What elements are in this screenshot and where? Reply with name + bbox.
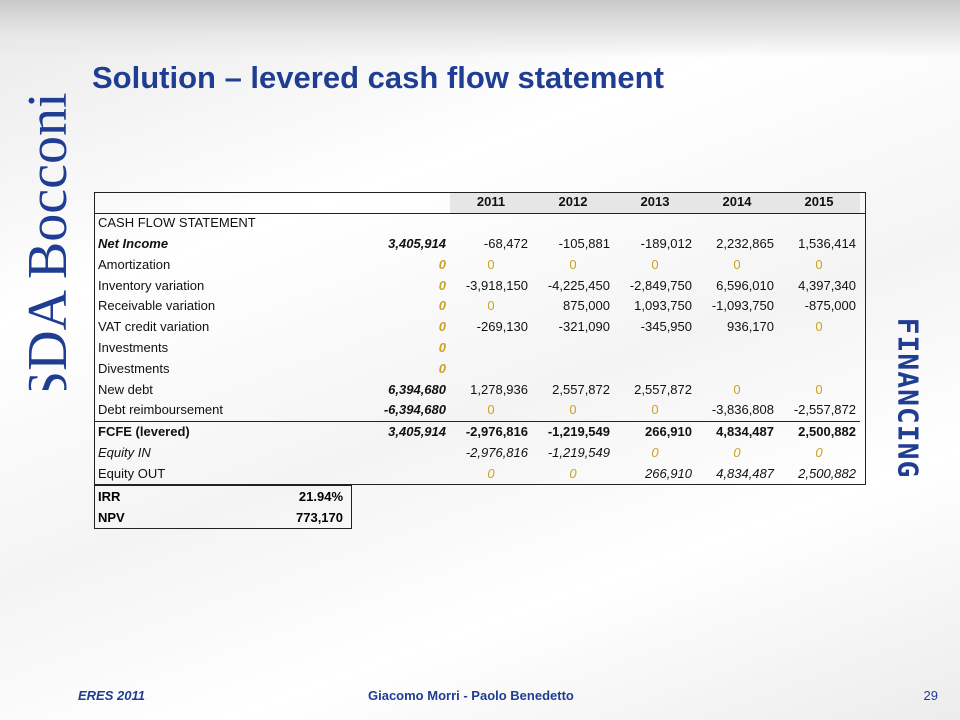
irr-row xyxy=(95,486,351,507)
header-divider xyxy=(94,213,866,214)
row-label: Divestments xyxy=(98,360,170,376)
cell-value: 1,278,936 xyxy=(470,381,528,397)
row-label: New debt xyxy=(98,381,153,397)
cell-value: 0 xyxy=(651,444,659,460)
row-label: Equity IN xyxy=(98,444,151,460)
irr-npv-box xyxy=(94,485,352,529)
table-row xyxy=(94,443,860,464)
cell-value: 2,500,882 xyxy=(798,465,856,481)
year-header-row xyxy=(94,192,860,213)
cell-value: 0 xyxy=(815,381,823,397)
row-label: Inventory variation xyxy=(98,277,205,293)
cell-value: 0 xyxy=(487,465,495,481)
cell-value: -189,012 xyxy=(640,235,692,251)
cell-value: 1,536,414 xyxy=(798,235,856,251)
year-header: 2013 xyxy=(614,192,696,213)
cell-value: 2,557,872 xyxy=(634,381,692,397)
cell-value: 0 xyxy=(733,256,741,272)
row-label: Debt reimboursement xyxy=(98,402,223,418)
base-value: 0 xyxy=(438,319,446,335)
cell-value: 266,910 xyxy=(645,465,692,481)
financing-label xyxy=(868,288,948,508)
base-value: 0 xyxy=(438,339,446,355)
table-row xyxy=(94,275,860,296)
row-label: VAT credit variation xyxy=(98,319,210,335)
cell-value: 0 xyxy=(487,402,495,418)
slide-footer xyxy=(0,686,960,710)
cell-value: 4,397,340 xyxy=(798,277,856,293)
cell-value: -4,225,450 xyxy=(547,277,610,293)
cell-value: 2,500,882 xyxy=(778,421,860,442)
cell-value: -1,219,549 xyxy=(547,444,610,460)
cell-value: 6,596,010 xyxy=(716,277,774,293)
cell-value: -1,219,549 xyxy=(532,421,614,442)
table-row xyxy=(94,463,860,484)
cell-value: -345,950 xyxy=(640,319,692,335)
cell-value: -1,093,750 xyxy=(711,298,774,314)
cell-value: -2,976,816 xyxy=(450,421,532,442)
cell-value: 0 xyxy=(733,381,741,397)
cell-value: 875,000 xyxy=(563,298,610,314)
cell-value: 0 xyxy=(815,256,823,272)
cell-value: 0 xyxy=(487,256,495,272)
cell-value: -321,090 xyxy=(558,319,610,335)
cell-value: 0 xyxy=(569,465,577,481)
irr-value: 21.94% xyxy=(298,489,343,504)
logo-graphic xyxy=(0,30,80,390)
cell-value: 4,834,487 xyxy=(716,465,774,481)
year-header: 2015 xyxy=(778,192,860,213)
row-label: Net Income xyxy=(98,235,169,251)
cell-value: 0 xyxy=(815,444,823,460)
footer-authors: Giacomo Morri - Paolo Benedetto xyxy=(368,688,574,703)
page-number: 29 xyxy=(923,688,938,703)
base-value: 0 xyxy=(438,360,446,376)
irr-label: IRR xyxy=(98,489,121,504)
cell-value: -68,472 xyxy=(483,235,528,251)
section-title: CASH FLOW STATEMENT xyxy=(98,215,256,231)
logo-text: SDA Bocconi xyxy=(17,92,79,390)
row-label: Equity OUT xyxy=(98,465,166,481)
base-value: -6,394,680 xyxy=(383,402,446,418)
cell-value: 0 xyxy=(651,256,659,272)
base-value: 6,394,680 xyxy=(388,381,446,397)
table-row xyxy=(94,421,860,442)
footer-event: ERES 2011 xyxy=(78,688,145,703)
cell-value: -3,918,150 xyxy=(465,277,528,293)
table-row xyxy=(94,400,860,421)
row-label: Amortization xyxy=(98,256,171,272)
npv-value: 773,170 xyxy=(296,510,343,525)
base-value: 0 xyxy=(438,277,446,293)
table-row xyxy=(94,234,860,255)
slide-title: Solution – levered cash flow statement xyxy=(92,60,664,95)
table-row xyxy=(94,358,860,379)
cell-value: 2,557,872 xyxy=(552,381,610,397)
base-value: 3,405,914 xyxy=(388,235,446,251)
table-row xyxy=(94,296,860,317)
row-label: FCFE (levered) xyxy=(94,421,370,442)
cell-value: 1,093,750 xyxy=(634,298,692,314)
cell-value: 0 xyxy=(487,298,495,314)
financing-label-text: FINANCING xyxy=(891,317,925,479)
cell-value: 0 xyxy=(651,402,659,418)
cell-value: -105,881 xyxy=(558,235,610,251)
cell-value: 4,834,487 xyxy=(696,421,778,442)
cell-value: -2,557,872 xyxy=(793,402,856,418)
cell-value: -269,130 xyxy=(476,319,528,335)
table-row xyxy=(94,254,860,275)
header-swoosh xyxy=(0,0,960,58)
row-label: Investments xyxy=(98,339,169,355)
cash-flow-table xyxy=(94,192,860,484)
cell-value: 0 xyxy=(733,444,741,460)
cell-value: -2,976,816 xyxy=(465,444,528,460)
year-header: 2012 xyxy=(532,192,614,213)
base-value: 3,405,914 xyxy=(370,421,450,442)
sda-bocconi-logo xyxy=(0,30,80,390)
cell-value: -3,836,808 xyxy=(711,402,774,418)
table-row xyxy=(94,379,860,400)
table-row xyxy=(94,338,860,359)
cell-value: -875,000 xyxy=(804,298,856,314)
cell-value: 266,910 xyxy=(614,421,696,442)
table-row xyxy=(94,317,860,338)
cell-value: 0 xyxy=(569,256,577,272)
base-value: 0 xyxy=(438,298,446,314)
section-title-row xyxy=(94,213,860,234)
npv-row xyxy=(95,507,351,528)
year-header: 2014 xyxy=(696,192,778,213)
base-value: 0 xyxy=(438,256,446,272)
row-label: Receivable variation xyxy=(98,298,216,314)
cell-value: 936,170 xyxy=(727,319,774,335)
cell-value: -2,849,750 xyxy=(629,277,692,293)
cell-value: 0 xyxy=(569,402,577,418)
cell-value: 2,232,865 xyxy=(716,235,774,251)
npv-label: NPV xyxy=(98,510,125,525)
year-header: 2011 xyxy=(450,192,532,213)
cell-value: 0 xyxy=(815,319,823,335)
